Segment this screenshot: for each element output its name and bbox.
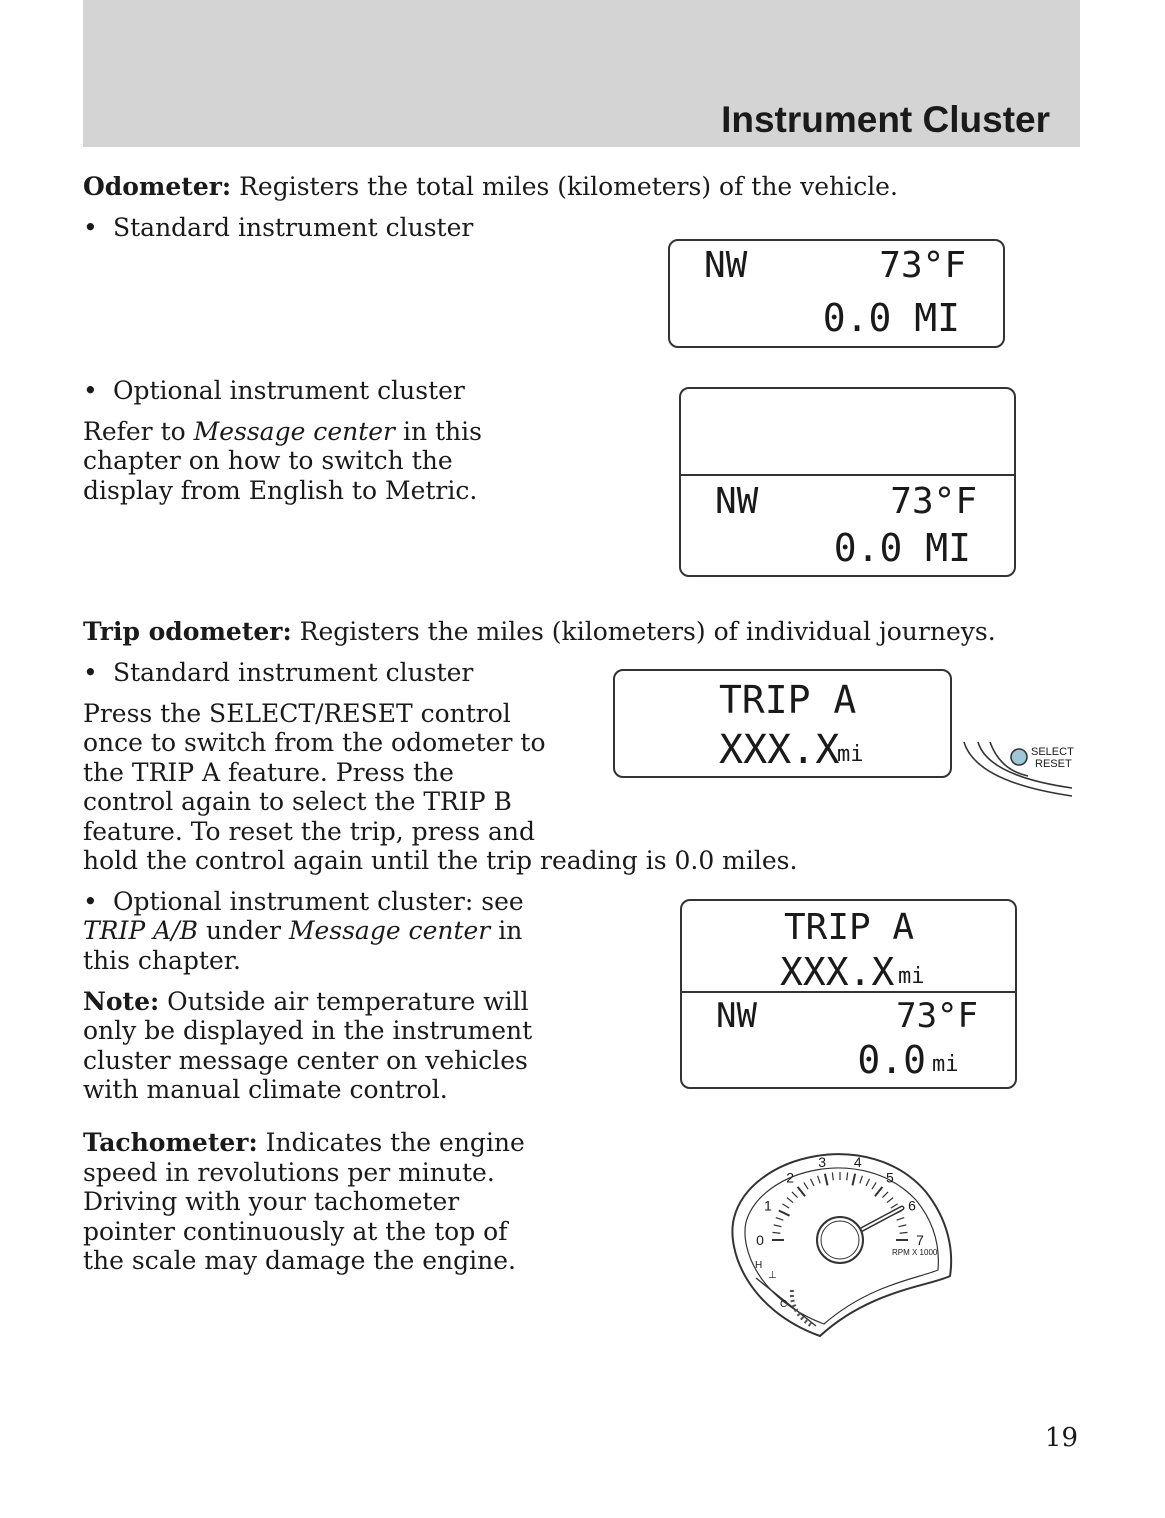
note-heading: Note:	[83, 987, 160, 1016]
compass-readout: NW	[704, 245, 748, 286]
select-reset-button[interactable]	[1011, 749, 1027, 765]
trip-line-4: control again to select the TRIP B	[83, 787, 512, 816]
page-title: Instrument Cluster	[721, 99, 1050, 140]
gauge-tick-label: 3	[818, 1154, 827, 1171]
gauge-tick-label: 0	[756, 1232, 764, 1248]
odometer-bullet-optional: • Optional instrument cluster	[83, 376, 465, 405]
trip-odometer-readout: 0.0	[857, 1038, 926, 1082]
compass-readout: NW	[716, 996, 757, 1036]
trip-display-optional	[680, 899, 1017, 1089]
trip-bullet-optional: • Optional instrument cluster: see	[83, 887, 524, 916]
tachometer-line-3: Driving with your tachometer	[83, 1187, 460, 1216]
page-header	[83, 0, 1080, 147]
gauge-tick-label: 5	[885, 1169, 894, 1186]
trip-value-readout: XXX.X	[780, 950, 895, 994]
trip-value-readout: XXX.X	[719, 727, 840, 773]
note-line-2: only be displayed in the instrument	[83, 1016, 533, 1045]
trip-bullet-standard: • Standard instrument cluster	[83, 658, 474, 687]
trip-display-standard	[613, 669, 952, 778]
odometer-display-standard	[668, 239, 1005, 348]
temperature-readout: 73°F	[879, 245, 966, 286]
trip-line-5: feature. To reset the trip, press and	[83, 817, 535, 846]
page-number: 19	[1044, 1423, 1078, 1453]
trip-unit-readout: mi	[898, 964, 925, 989]
temperature-readout: 73°F	[896, 996, 978, 1036]
refer-line-2: chapter on how to switch the	[83, 446, 453, 475]
reset-label: RESET	[1035, 758, 1072, 770]
tachometer-gauge	[720, 1140, 960, 1345]
trip-line-1: Press the SELECT/RESET control	[83, 699, 511, 728]
gauge-tick-label: 1	[764, 1197, 772, 1214]
trip-optional-line-3: this chapter.	[83, 946, 241, 975]
coolant-temp-icon: ⊥	[768, 1270, 777, 1281]
tachometer-heading: Tachometer:	[83, 1128, 258, 1157]
note-line-4: with manual climate control.	[83, 1075, 448, 1104]
trip-heading: Trip odometer:	[83, 617, 292, 646]
note-line-3: cluster message center on vehicles	[83, 1046, 528, 1075]
select-reset-control[interactable]	[958, 736, 1078, 802]
odometer-display-optional	[679, 387, 1016, 577]
trip-optional-line-2: TRIP A/B under Message center in	[83, 916, 523, 945]
odometer-bullet-standard: • Standard instrument cluster	[83, 213, 474, 242]
trip-line-3: the TRIP A feature. Press the	[83, 758, 454, 787]
odometer-heading: Odometer:	[83, 172, 232, 201]
tachometer-line-2: speed in revolutions per minute.	[83, 1158, 495, 1187]
refer-line-3: display from English to Metric.	[83, 476, 478, 505]
odometer-readout: 0.0 MI	[833, 526, 971, 570]
compass-readout: NW	[715, 481, 759, 522]
gauge-tick-label: 2	[786, 1169, 795, 1186]
refer-line-1: Refer to Message center in this	[83, 417, 482, 446]
odometer-readout: 0.0 MI	[822, 296, 960, 340]
gauge-tick-label: 6	[908, 1197, 916, 1214]
trip-line-6: hold the control again until the trip reading is 0.0 miles.	[83, 846, 798, 875]
tachometer-line-5: the scale may damage the engine.	[83, 1246, 516, 1275]
trip-unit-readout: mi	[837, 742, 864, 767]
trip-line-2: once to switch from the odometer to	[83, 728, 546, 757]
note-line-1: Note: Outside air temperature will	[83, 987, 529, 1016]
temperature-readout: 73°F	[890, 481, 977, 522]
trip-paragraph: Trip odometer: Registers the miles (kilometers) of individual journeys.	[83, 617, 996, 646]
gauge-tick-label: 7	[916, 1232, 924, 1248]
gauge-tick-label: 4	[853, 1154, 862, 1171]
temp-hot-label: H	[755, 1260, 763, 1271]
trip-odometer-unit: mi	[932, 1052, 959, 1077]
trip-label-readout: TRIP A	[719, 678, 857, 722]
trip-label-readout: TRIP A	[784, 907, 915, 948]
gauge-hub	[817, 1217, 863, 1263]
select-label: SELECT	[1031, 746, 1074, 758]
tachometer-line-4: pointer continuously at the top of	[83, 1217, 508, 1246]
tachometer-line-1: Tachometer: Indicates the engine	[83, 1128, 525, 1157]
temp-cold-label: C	[780, 1299, 788, 1310]
rpm-scale-label: RPM X 1000	[892, 1248, 938, 1257]
odometer-paragraph: Odometer: Registers the total miles (kilometers) of the vehicle.	[83, 172, 898, 201]
